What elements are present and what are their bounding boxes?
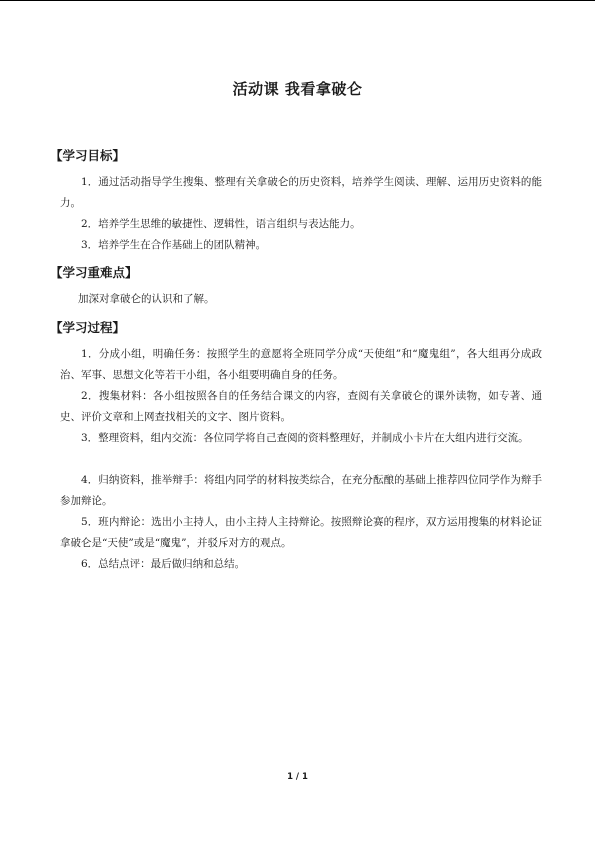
process-item-4: 4．归纳资料，推举辩手：将组内同学的材料按类综合，在充分酝酿的基础上推荐四位同学作为辩手参加辩论。 xyxy=(60,474,542,507)
section-heading-key-points: 【学习重难点】 xyxy=(50,265,138,280)
goal-item-3: 3．培养学生在合作基础上的团队精神。 xyxy=(81,239,267,251)
section-heading-process: 【学习过程】 xyxy=(50,320,126,335)
page-title: 活动课 我看拿破仑 xyxy=(232,80,363,98)
process-item-2: 2．搜集材料：各小组按照各自的任务结合课文的内容，查阅有关拿破仑的课外读物，如专著、通史、评价文章和上网查找相关的文字、图片资料。 xyxy=(60,390,542,423)
process-item-3: 3．整理资料，组内交流：各位同学将自己查阅的资料整理好，并制成小卡片在大组内进行交流。 xyxy=(81,432,529,444)
process-item-1: 1．分成小组，明确任务：按照学生的意愿将全班同学分成“天使组”和“魔鬼组”，各大组再分成政治、军事、思想文化等若干小组，各小组要明确自身的任务。 xyxy=(60,348,542,381)
page-number: 1 / 1 xyxy=(287,772,308,782)
top-border-line xyxy=(0,0,595,1)
goal-item-2: 2．培养学生思维的敏捷性、逻辑性，语言组织与表达能力。 xyxy=(81,218,361,230)
process-item-6: 6．总结点评：最后做归纳和总结。 xyxy=(81,558,246,570)
process-item-5: 5．班内辩论：选出小主持人，由小主持人主持辩论。按照辩论赛的程序，双方运用搜集的材料论证拿破仑是“天使”或是“魔鬼”，并驳斥对方的观点。 xyxy=(60,516,542,549)
key-point-item-1: 加深对拿破仑的认识和了解。 xyxy=(78,293,215,305)
goal-item-1: 1．通过活动指导学生搜集、整理有关拿破仑的历史资料，培养学生阅读、理解、运用历史资料的能力。 xyxy=(60,176,542,209)
section-heading-goals: 【学习目标】 xyxy=(50,148,126,163)
